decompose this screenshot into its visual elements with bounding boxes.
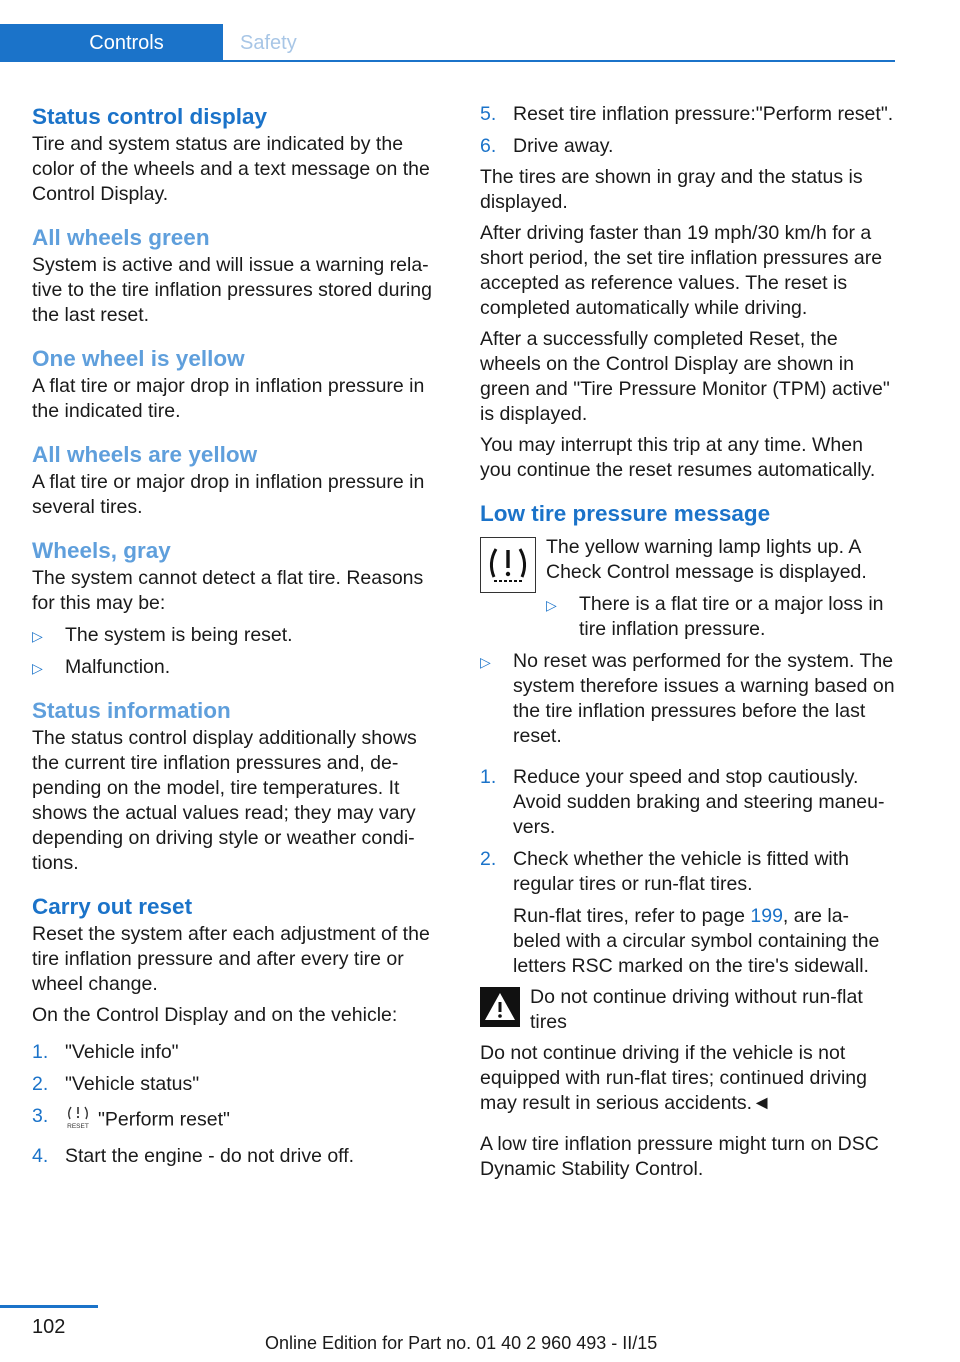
list-item: 4. Start the engine - do not drive off. [32,1145,355,1167]
footer-rule [0,1305,98,1308]
list-item: 5. Reset tire inflation pressure:"Perform reset". [480,103,894,125]
paragraph: The yellow warning lamp lights up. A Check Control message is displayed. [546,536,867,583]
triangle-bullet-icon: ▷ [480,654,491,670]
paragraph: On the Control Display and on the vehicle: [32,1004,398,1026]
list-item: 2. Check whether the vehicle is fitted with regular tires or run-flat tires. Run-flat tires, refer to page 199, are la- beled with a circular symbol containing the letters RSC marked on the tire's sidewall. [480,847,895,979]
paragraph: A low tire inflation pressure might turn on DSC Dynamic Stability Control. [480,1133,879,1180]
paragraph: The status control display additionally shows the current tire inflation pressures and, de- pending on the model, tire temperatures. It shows the actual values read; they may vary depending on driving style or weather condi- tions. [32,727,417,874]
warning-title: Do not continue driving without run-flat tires [530,986,863,1033]
paragraph: Run-flat tires, refer to page 199, are la- beled with a circular symbol containing the letters RSC marked on the tire's sidewall. [513,905,880,977]
paragraph: Reset the system after each adjustment of the tire inflation pressure and after every tire or wheel change. [32,923,430,995]
list-item: ▷ Malfunction. [32,655,447,680]
triangle-bullet-icon: ▷ [32,660,43,676]
heading-all-wheels-green: All wheels green [32,225,210,250]
tab-safety[interactable]: Safety [240,32,297,54]
heading-one-wheel-yellow: One wheel is yellow [32,346,245,371]
list-item: ▷ No reset was performed for the system. The system therefore issues a warning based on the tire inflation pressures before the last reset. [480,650,895,747]
page-number: 102 [32,1316,66,1338]
list-item: 3. RESET "Perform reset" [32,1104,447,1137]
heading-all-wheels-yellow: All wheels are yellow [32,442,258,467]
list-item: ▷ The system is being reset. [32,623,447,648]
warning-block [480,985,895,1035]
numbered-list [480,102,895,159]
paragraph: A flat tire or major drop in inflation pressure in the indicated tire. [32,375,425,422]
warning-text: Do not continue driving if the vehicle is not equipped with run-flat tires; continued driving may result in serious accidents.◄ [480,1042,867,1114]
edition-text: Online Edition for Part no. 01 40 2 960 493 - II/15 [265,1333,658,1353]
paragraph: After a successfully completed Reset, the wheels on the Control Display are shown in green and "Tire Pressure Monitor (TPM) active" is displayed. [480,328,890,425]
paragraph: After driving faster than 19 mph/30 km/h for a short period, the set tire inflation pressures are accepted as reference values. The reset is completed automatically while driving. [480,222,883,319]
tab-controls[interactable]: Controls [0,24,223,62]
bullet-list [32,623,447,680]
list-item: 1. "Vehicle info" [32,1041,179,1063]
tire-pressure-warning-icon [480,537,536,600]
warning-triangle-icon [480,987,520,1034]
triangle-bullet-icon: ▷ [32,628,43,644]
list-item: 6. Drive away. [480,135,614,157]
paragraph: The tires are shown in gray and the status is displayed. [480,166,863,213]
paragraph: The system cannot detect a flat tire. Reasons for this may be: [32,567,424,614]
header-tabs [0,24,895,62]
header-rule [0,60,895,62]
tire-reset-icon [65,1104,91,1137]
list-item: ▷ There is a flat tire or a major loss in tire inflation pressure. [546,593,884,640]
heading-status-information: Status information [32,698,231,723]
paragraph: System is active and will issue a warning rela- tive to the tire inflation pressures stored during the last reset. [32,254,432,326]
numbered-list [32,1040,447,1169]
heading-wheels-gray: Wheels, gray [32,538,171,563]
heading-status-control-display: Status control display [32,104,268,129]
right-column [480,102,895,1182]
page-link[interactable]: 199 [750,905,783,927]
heading-carry-out-reset: Carry out reset [32,894,193,919]
svg-text:RESET: RESET [67,1123,89,1130]
heading-low-tire-pressure: Low tire pressure message [480,501,771,526]
paragraph: Tire and system status are indicated by the color of the wheels and a text message on the Control Display. [32,133,430,205]
triangle-bullet-icon: ▷ [546,597,557,613]
numbered-list [480,765,895,979]
list-item: 1. Reduce your speed and stop cautiously. Avoid sudden braking and steering maneu- vers. [480,766,885,838]
paragraph: A flat tire or major drop in inflation pressure in several tires. [32,471,425,518]
list-item: 2. "Vehicle status" [32,1073,200,1095]
warning-lamp-block [480,535,895,642]
paragraph: You may interrupt this trip at any time. When you continue the reset resumes automatically. [480,434,876,481]
left-column [32,102,447,1169]
